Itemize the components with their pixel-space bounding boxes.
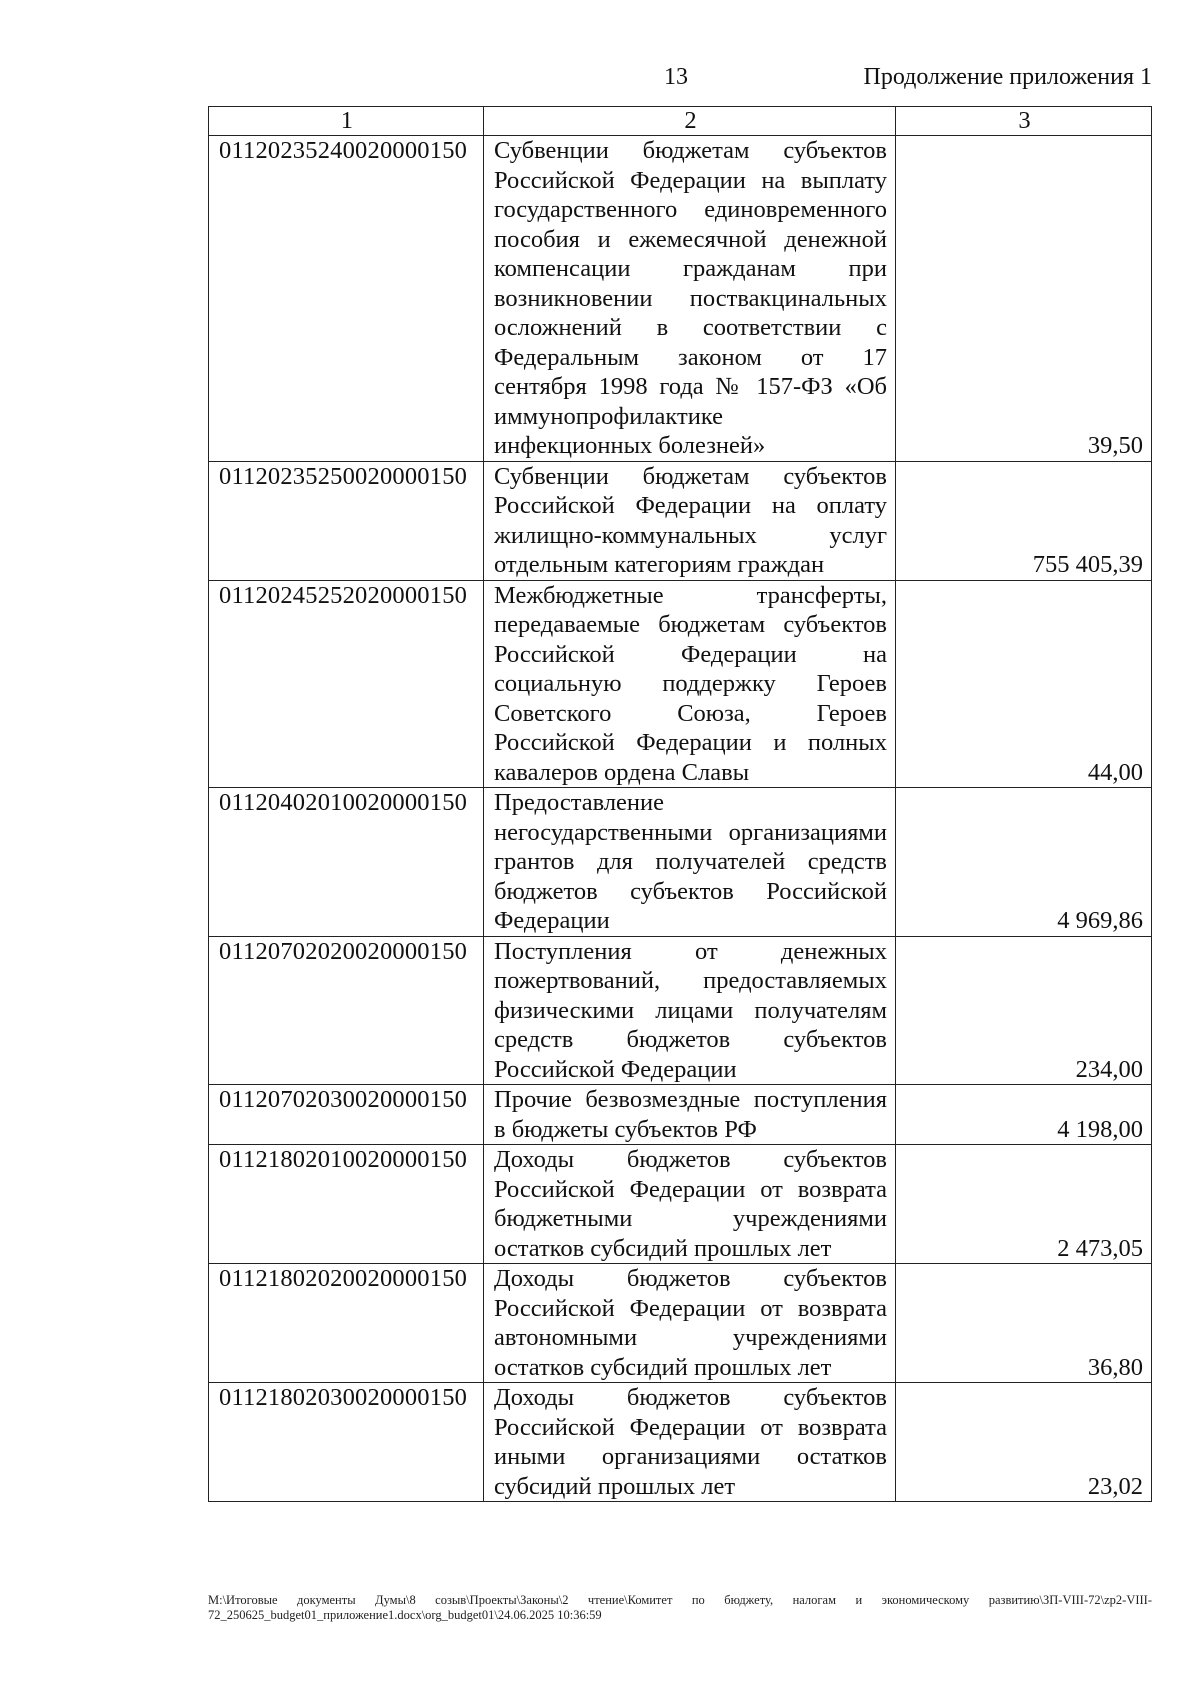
table-header-row [209,107,1152,136]
row-name: Доходы бюджетов субъектов Российской Федерации от возврата иными организациями остатков субсидий прошлых лет [484,1383,896,1502]
row-code: 01120402010020000150 [209,788,484,937]
row-code: 01120702030020000150 [209,1085,484,1145]
row-name: Доходы бюджетов субъектов Российской Федерации от возврата бюджетными учреждениями остатков субсидий прошлых лет [484,1145,896,1264]
row-code: 01121802010020000150 [209,1145,484,1264]
income-table [208,106,1152,1502]
row-code: 01120235240020000150 [209,136,484,462]
table-row [209,1264,1152,1383]
row-amount: 4 198,00 [896,1085,1152,1145]
column-header-3: 3 [896,107,1152,136]
row-code: 01120235250020000150 [209,461,484,580]
row-name: Субвенции бюджетам субъектов Российской Федерации на оплату жилищно-коммунальных услуг отдельным категориям граждан [484,461,896,580]
row-code: 01121802020020000150 [209,1264,484,1383]
row-name: Доходы бюджетов субъектов Российской Федерации от возврата автономными учреждениями остатков субсидий прошлых лет [484,1264,896,1383]
row-name: Субвенции бюджетам субъектов Российской Федерации на выплату государственного единовременного пособия и ежемесячной денежной компенсации гражданам при возникновении поствакцинальных осложнений в соответствии с Федеральным законом от 17 сентября 1998 года № 157-ФЗ «Об иммунопрофилактике инфекционных болезней» [484,136,896,462]
row-code: 01120245252020000150 [209,580,484,788]
row-amount: 44,00 [896,580,1152,788]
row-amount: 39,50 [896,136,1152,462]
row-amount: 234,00 [896,936,1152,1085]
row-amount: 755 405,39 [896,461,1152,580]
row-name: Предоставление негосударственными организациями грантов для получателей средств бюджетов субъектов Российской Федерации [484,788,896,937]
table-row [209,461,1152,580]
row-name: Поступления от денежных пожертвований, предоставляемых физическими лицами получателям средств бюджетов субъектов Российской Федерации [484,936,896,1085]
column-header-2: 2 [484,107,896,136]
row-code: 01120702020020000150 [209,936,484,1085]
row-name: Межбюджетные трансферты, передаваемые бюджетам субъектов Российской Федерации на социальную поддержку Героев Советского Союза, Героев Российской Федерации и полных кавалеров ордена Славы [484,580,896,788]
table-row [209,1383,1152,1502]
row-amount: 23,02 [896,1383,1152,1502]
row-amount: 4 969,86 [896,788,1152,937]
row-code: 01121802030020000150 [209,1383,484,1502]
table-row [209,1145,1152,1264]
continuation-label: Продолжение приложения 1 [863,64,1152,90]
table-row [209,1085,1152,1145]
table-row [209,936,1152,1085]
row-amount: 36,80 [896,1264,1152,1383]
row-name: Прочие безвозмездные поступления в бюджеты субъектов РФ [484,1085,896,1145]
row-amount: 2 473,05 [896,1145,1152,1264]
column-header-1: 1 [209,107,484,136]
page-number: 13 [664,64,688,90]
table-row [209,788,1152,937]
table-row [209,136,1152,462]
table-row [209,580,1152,788]
file-path-footer: M:\Итоговые документы Думы\8 созыв\Проекты\Законы\2 чтение\Комитет по бюджету, налогам и экономическому развитию\ЗП-VIII-72\zp2-VIII-72_250625_budget01_приложение1.docx\org_budget01\24.06.2025 10:36:59 [208,1593,1152,1622]
